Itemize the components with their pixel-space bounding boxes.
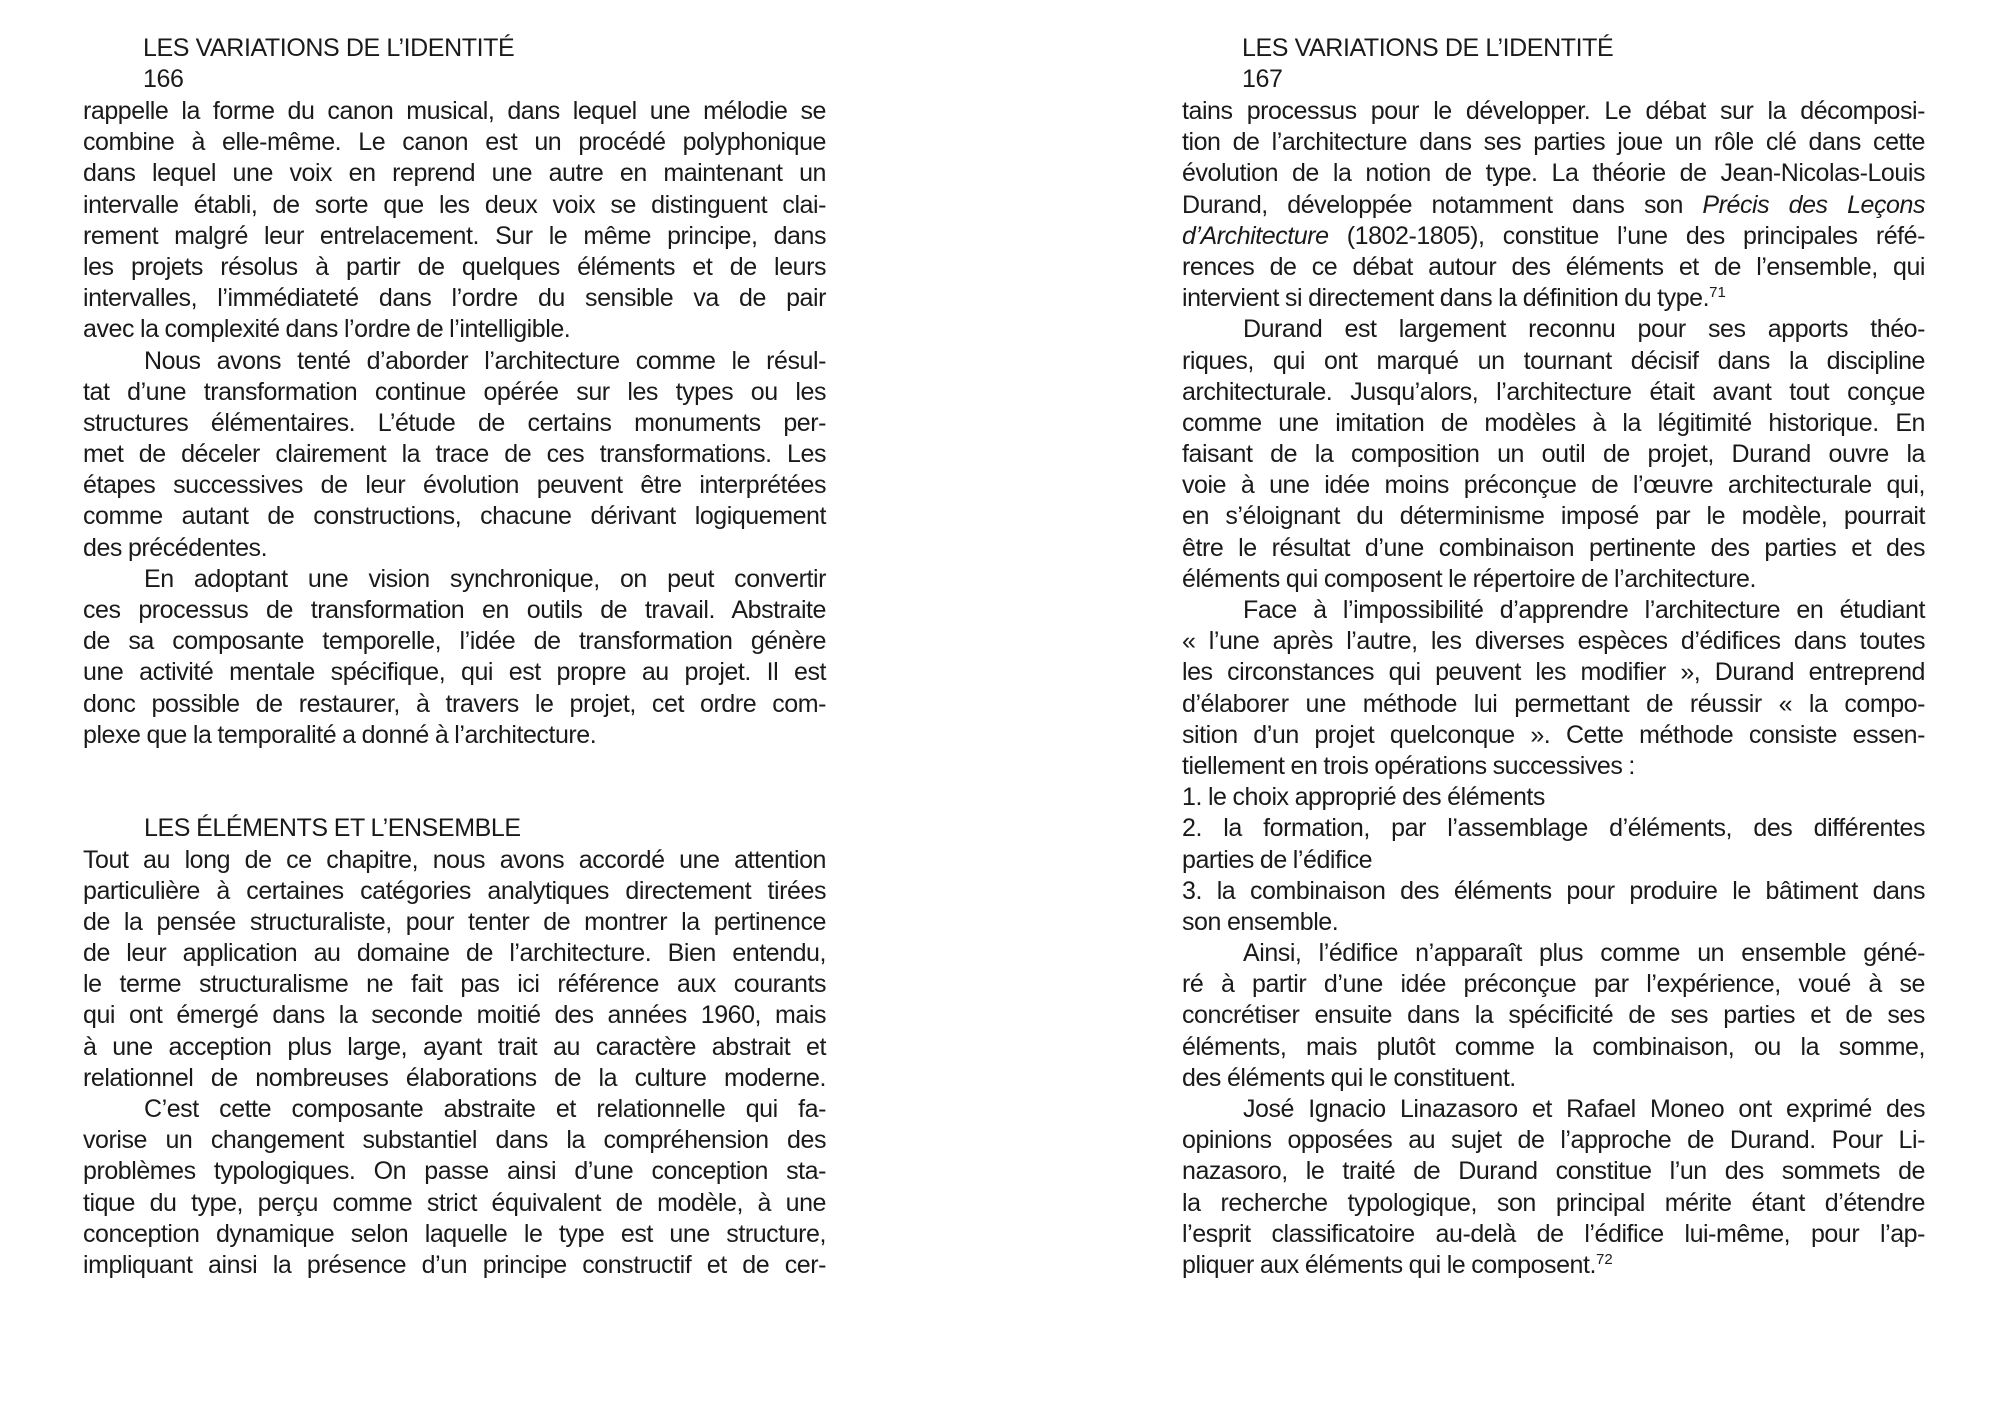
line-text: conception dynamique selon laquelle le type est une structure,: [83, 1219, 826, 1248]
line-text: la recherche typologique, son principal mérite étant d’étendre: [1182, 1188, 1925, 1217]
line-text: met de déceler clairement la trace de ces transformations. Les: [83, 440, 826, 469]
footnote-reference[interactable]: 71: [1709, 284, 1726, 302]
line-text: à une acception plus large, ayant trait au caractère abstrait et: [83, 1032, 826, 1061]
text-line: [1182, 720, 1925, 751]
line-text: En adoptant une vision synchronique, on peut convertir: [144, 564, 826, 593]
text-line: [83, 408, 826, 439]
text-line: [1182, 907, 1925, 938]
text-line: [1182, 314, 1925, 345]
line-text: dans lequel une voix en reprend une autre en maintenant un: [83, 159, 826, 188]
text-line: [83, 252, 826, 283]
running-title: LES VARIATIONS DE L’IDENTITÉ: [1242, 34, 1614, 62]
line-text: Nous avons tenté d’aborder l’architecture comme le résul-: [144, 346, 826, 375]
line-text: Tout au long de ce chapitre, nous avons accordé une attention: [83, 845, 826, 874]
text-line: [83, 626, 826, 657]
text-line: [1182, 876, 1925, 907]
italic-title: d’Architecture: [1182, 221, 1329, 250]
line-text: impliquant ainsi la présence d’un principe constructif et de cer-: [83, 1250, 826, 1279]
line-text: parties de l’édifice: [1182, 845, 1373, 874]
text-line: [83, 96, 826, 127]
text-line: [83, 439, 826, 470]
text-line: [1182, 1063, 1925, 1094]
line-text: architecturale. Jusqu’alors, l’architecture était avant tout conçue: [1182, 377, 1925, 406]
text-line: [1182, 470, 1925, 501]
text-line: [1182, 408, 1925, 439]
text-line: [1182, 938, 1925, 969]
page-number: 166: [143, 65, 184, 94]
text-line: [1182, 1219, 1925, 1250]
body-text: [1182, 96, 1925, 1281]
text-line: [83, 689, 826, 720]
line-text: Durand, développée notamment dans son: [1182, 190, 1703, 219]
text-line: [1182, 1125, 1925, 1156]
text-line: [1182, 1188, 1925, 1219]
left-page: [83, 0, 826, 1417]
text-line: [83, 158, 826, 189]
blank-line: [83, 751, 826, 782]
text-line: [83, 127, 826, 158]
text-line: [83, 346, 826, 377]
line-text: donc possible de restaurer, à travers le projet, cet ordre com-: [83, 689, 826, 718]
line-text: José Ignacio Linazasoro et Rafael Moneo ont exprimé des: [1243, 1095, 1925, 1123]
text-line: [83, 533, 826, 564]
line-text: opinions opposées au sujet de l’approche de Durand. Pour Li-: [1182, 1126, 1925, 1155]
line-text: des précédentes.: [83, 533, 268, 562]
line-text: une activité mentale spécifique, qui est propre au projet. Il est: [83, 658, 826, 687]
line-text: sition d’un projet quelconque ». Cette méthode consiste essen-: [1182, 720, 1925, 749]
line-text: en s’éloignant du déterminisme imposé par le modèle, pourrait: [1182, 502, 1925, 531]
line-text: les projets résolus à partir de quelques éléments et de leurs: [83, 252, 826, 281]
line-text: des éléments qui le constituent.: [1182, 1063, 1516, 1092]
line-text: étapes successives de leur évolution peuvent être interprétées: [83, 471, 826, 500]
text-line: [1182, 1094, 1925, 1125]
text-line: [1182, 439, 1925, 470]
page-number: 167: [1242, 65, 1283, 94]
text-line: [1182, 1000, 1925, 1031]
text-line: [83, 1219, 826, 1250]
text-line: [83, 501, 826, 532]
text-line: [83, 938, 826, 969]
section-heading: [83, 813, 826, 844]
text-line: [83, 969, 826, 1000]
line-text: plexe que la temporalité a donné à l’architecture.: [83, 720, 597, 749]
text-line: [1182, 533, 1925, 564]
body-text: [83, 96, 826, 1281]
line-text: de leur application au domaine de l’architecture. Bien entendu,: [83, 939, 826, 968]
line-text: combine à elle-même. Le canon est un procédé polyphonique: [83, 128, 826, 157]
line-text: 3. la combinaison des éléments pour produire le bâtiment dans: [1182, 876, 1925, 905]
text-line: [1182, 283, 1925, 314]
line-text: tat d’une transformation continue opérée sur les types ou les: [83, 377, 826, 406]
italic-title: Précis des Leçons: [1702, 190, 1925, 219]
text-line: [1182, 1156, 1925, 1187]
running-header: [143, 33, 514, 95]
line-text: Ainsi, l’édifice n’apparaît plus comme un ensemble géné-: [1243, 939, 1925, 968]
text-line: [1182, 751, 1925, 782]
text-line: [1182, 346, 1925, 377]
line-text: ré à partir d’une idée préconçue par l’expérience, voué à se: [1182, 970, 1925, 999]
text-line: [83, 190, 826, 221]
line-text: tiellement en trois opérations successives :: [1182, 751, 1635, 780]
line-text: le terme structuralisme ne fait pas ici référence aux courants: [83, 970, 826, 999]
text-line: [1182, 252, 1925, 283]
text-line: [1182, 595, 1925, 626]
text-line: [83, 314, 826, 345]
line-text: rement malgré leur entrelacement. Sur le même principe, dans: [83, 221, 826, 250]
text-line: [1182, 689, 1925, 720]
line-text: son ensemble.: [1182, 907, 1339, 936]
text-line: [1182, 813, 1925, 844]
text-line: [1182, 1032, 1925, 1063]
text-line: [1182, 1250, 1925, 1281]
line-text: C’est cette composante abstraite et relationnelle qui fa-: [144, 1095, 826, 1123]
line-text: éléments qui composent le répertoire de l’architecture.: [1182, 564, 1756, 593]
text-line: [1182, 501, 1925, 532]
text-line: [1182, 657, 1925, 688]
text-line: [83, 1188, 826, 1219]
line-text: LES ÉLÉMENTS ET L’ENSEMBLE: [144, 814, 521, 843]
line-text: tion de l’architecture dans ses parties joue un rôle clé dans cette: [1182, 128, 1925, 157]
text-line: [1182, 969, 1925, 1000]
text-line: [83, 377, 826, 408]
line-text: 2. la formation, par l’assemblage d’éléments, des différentes: [1182, 814, 1925, 843]
line-text: rappelle la forme du canon musical, dans lequel une mélodie se: [83, 97, 826, 125]
line-text: de la pensée structuraliste, pour tenter de montrer la pertinence: [83, 907, 826, 936]
line-text: concrétiser ensuite dans la spécificité de ses parties et de ses: [1182, 1001, 1925, 1030]
line-text: Face à l’impossibilité d’apprendre l’architecture en étudiant: [1243, 596, 1925, 624]
footnote-reference[interactable]: 72: [1595, 1250, 1613, 1268]
line-text: « l’une après l’autre, les diverses espèces d’édifices dans toutes: [1182, 627, 1925, 656]
line-text: Durand est largement reconnu pour ses apports théo-: [1243, 315, 1925, 344]
line-text: d’élaborer une méthode lui permettant de réussir « la compo-: [1182, 689, 1925, 718]
line-text: vorise un changement substantiel dans la compréhension des: [83, 1126, 826, 1155]
line-text: éléments, mais plutôt comme la combinaison, ou la somme,: [1182, 1032, 1925, 1061]
text-line: [83, 1063, 826, 1094]
line-text: être le résultat d’une combinaison pertinente des parties et des: [1182, 533, 1925, 562]
text-line: [83, 595, 826, 626]
line-text: faisant de la composition un outil de projet, Durand ouvre la: [1182, 440, 1925, 469]
text-line: [1182, 221, 1925, 252]
text-line: [83, 283, 826, 314]
text-line: [83, 907, 826, 938]
running-title: LES VARIATIONS DE L’IDENTITÉ: [143, 34, 515, 62]
line-text: qui ont émergé dans la seconde moitié des années 1960, mais: [83, 1001, 826, 1030]
text-line: [83, 876, 826, 907]
line-text: comme une imitation de modèles à la légitimité historique. En: [1182, 408, 1925, 437]
text-line: [83, 1125, 826, 1156]
text-line: [83, 845, 826, 876]
line-text: pliquer aux éléments qui le composent.: [1182, 1250, 1596, 1279]
line-text: voie à une idée moins préconçue de l’œuvre architecturale qui,: [1182, 471, 1925, 500]
line-text: ces processus de transformation en outils de travail. Abstraite: [83, 596, 826, 624]
text-line: [83, 221, 826, 252]
text-line: [83, 470, 826, 501]
text-line: [83, 720, 826, 751]
text-line: [1182, 190, 1925, 221]
line-text: structures élémentaires. L’étude de certains monuments per-: [83, 408, 826, 437]
text-line: [1182, 845, 1925, 876]
line-text: tains processus pour le développer. Le débat sur la décomposi-: [1182, 97, 1925, 125]
line-text: intervient si directement dans la définition du type.: [1182, 284, 1710, 313]
line-text: problèmes typologiques. On passe ainsi d’une conception sta-: [83, 1157, 826, 1186]
line-text: intervalles, l’immédiateté dans l’ordre du sensible va de pair: [83, 284, 826, 313]
line-text: particulière à certaines catégories analytiques directement tirées: [83, 876, 826, 905]
line-text: de sa composante temporelle, l’idée de transformation génère: [83, 627, 826, 656]
text-line: [1182, 564, 1925, 595]
line-text: rences de ce débat autour des éléments et de l’ensemble, qui: [1182, 252, 1925, 281]
text-line: [1182, 782, 1925, 813]
text-line: [83, 1000, 826, 1031]
line-text: évolution de la notion de type. La théorie de Jean-Nicolas-Louis: [1182, 159, 1925, 188]
text-line: [1182, 127, 1925, 158]
line-text: intervalle établi, de sorte que les deux voix se distinguent clai-: [83, 190, 826, 219]
line-text: relationnel de nombreuses élaborations de la culture moderne.: [83, 1063, 826, 1092]
blank-line: [83, 782, 826, 813]
text-line: [83, 1250, 826, 1281]
line-text: nazasoro, le traité de Durand constitue l’un des sommets de: [1182, 1157, 1925, 1186]
text-line: [83, 1094, 826, 1125]
right-page: [1182, 0, 1925, 1417]
text-line: [83, 1156, 826, 1187]
line-text: les circonstances qui peuvent les modifier », Durand entreprend: [1182, 658, 1925, 687]
line-text: 1. le choix approprié des éléments: [1182, 783, 1545, 812]
text-line: [83, 564, 826, 595]
running-header: [1242, 33, 1613, 95]
line-text: comme autant de constructions, chacune dérivant logiquement: [83, 502, 826, 531]
text-line: [1182, 377, 1925, 408]
line-text: tique du type, perçu comme strict équivalent de modèle, à une: [83, 1188, 826, 1217]
line-text: avec la complexité dans l’ordre de l’intelligible.: [83, 315, 571, 344]
text-line: [1182, 158, 1925, 189]
line-text: l’esprit classificatoire au-delà de l’édifice lui-même, pour l’ap-: [1182, 1219, 1925, 1248]
text-line: [83, 1032, 826, 1063]
text-line: [83, 657, 826, 688]
text-line: [1182, 96, 1925, 127]
line-text-continued: (1802-1805), constitue l’une des principales réfé-: [1328, 221, 1925, 250]
line-text: riques, qui ont marqué un tournant décisif dans la discipline: [1182, 346, 1925, 375]
text-line: [1182, 626, 1925, 657]
